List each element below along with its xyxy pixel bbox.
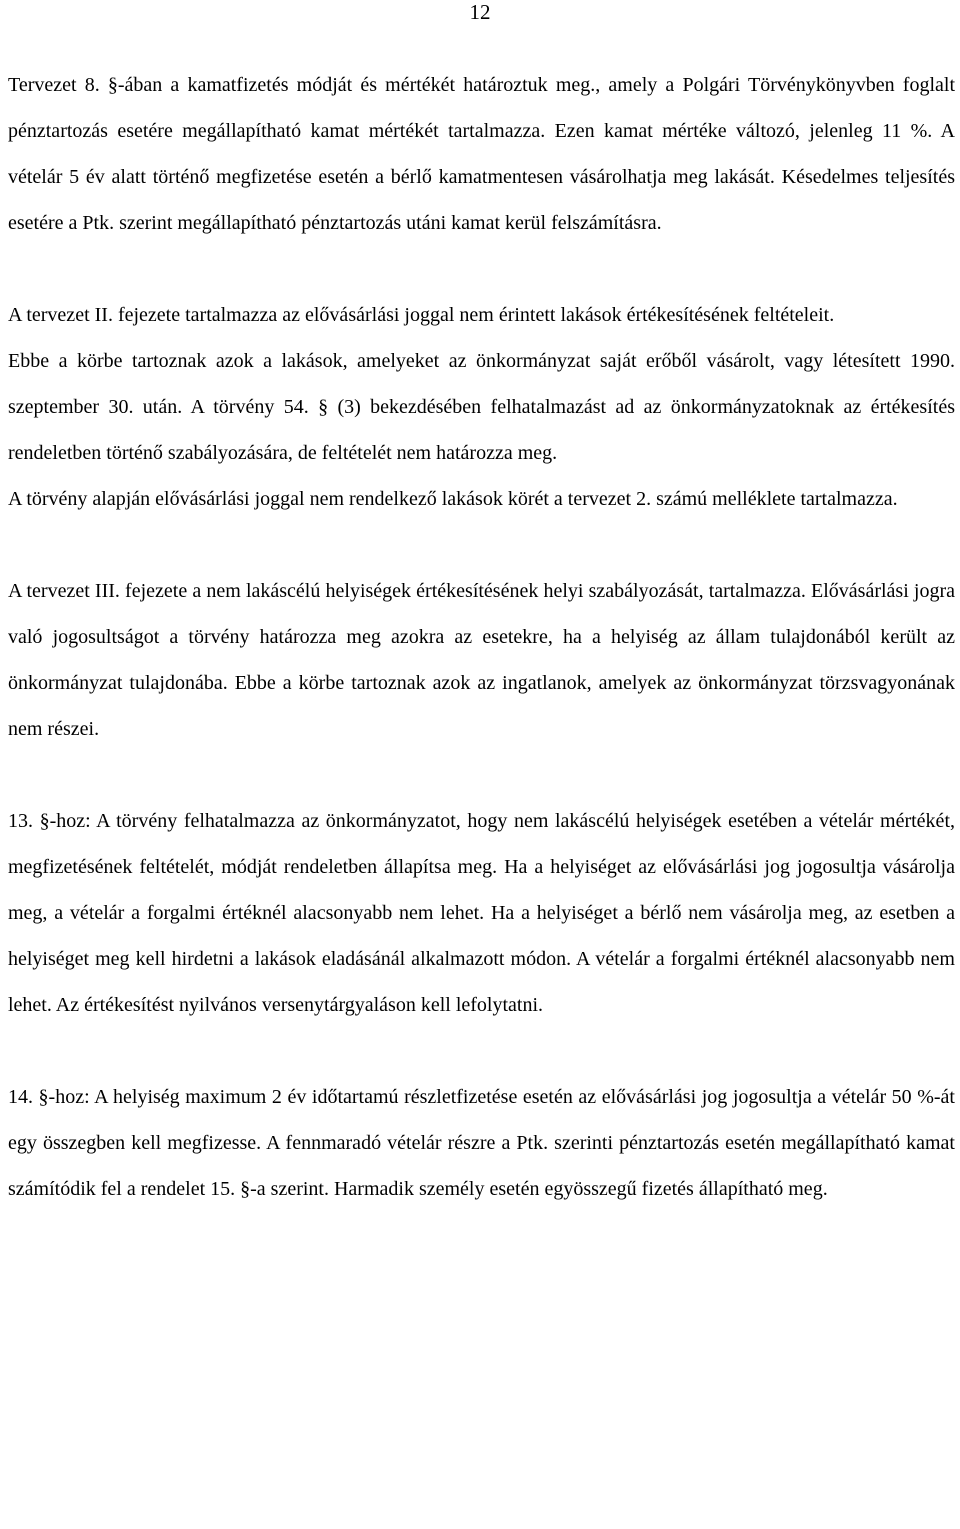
paragraph-gap bbox=[8, 1028, 955, 1074]
paragraph-gap bbox=[8, 752, 955, 798]
paragraph-section-14: 14. §-hoz: A helyiség maximum 2 év időtartamú részletfizetése esetén az elővásárlási jog jogosultja a vételár 50 %-át egy összegben kell megfizesse. A fennmaradó vételár részre a Ptk. szerinti pénztartozás esetén megállapítható kamat számítódik fel a rendelet 15. §-a szerint. Harmadik személy esetén egyösszegű fizetés állapítható meg. bbox=[8, 1086, 955, 1200]
paragraph-annex-two: A törvény alapján elővásárlási joggal nem rendelkező lakások körét a tervezet 2. számú melléklete tartalmazza. bbox=[8, 488, 898, 510]
document-body bbox=[8, 62, 955, 1212]
paragraph-gap bbox=[8, 246, 955, 292]
paragraph-gap bbox=[8, 522, 955, 568]
paragraph-own-funded-flats: Ebbe a körbe tartoznak azok a lakások, amelyeket az önkormányzat saját erőből vásárolt, vagy létesített 1990. szeptember 30. után. A törvény 54. § (3) bekezdésében felhatalmazást ad az önkormányzatoknak az értékesítés rendeletben történő szabályozására, de feltételét nem határozza meg. bbox=[8, 350, 955, 464]
paragraph-section-13: 13. §-hoz: A törvény felhatalmazza az önkormányzatot, hogy nem lakáscélú helyiségek esetében a vételár mértékét, megfizetésének feltételét, módját rendeletben állapítsa meg. Ha a helyiséget az elővásárlási jog jogosultja vásárolja meg, a vételár a forgalmi értéknél alacsonyabb nem lehet. Ha a helyiséget a bérlő nem vásárolja meg, az esetben a helyiséget meg kell hirdetni a lakások eladásánál alkalmazott módon. A vételár a forgalmi értéknél alacsonyabb nem lehet. Az értékesítést nyilvános versenytárgyaláson kell lefolytatni. bbox=[8, 810, 955, 1016]
page-number: 12 bbox=[469, 0, 491, 24]
paragraph-chapter-two: A tervezet II. fejezete tartalmazza az elővásárlási joggal nem érintett lakások értékesítésének feltételeit. bbox=[8, 304, 835, 326]
paragraph-chapter-three: A tervezet III. fejezete a nem lakáscélú helyiségek értékesítésének helyi szabályozását, tartalmazza. Elővásárlási jogra való jogosultságot a törvény határozza meg azokra az esetekre, ha a helyiség az állam tulajdonából került az önkormányzat tulajdonába. Ebbe a körbe tartoznak azok az ingatlanok, amelyek az önkormányzat törzsvagyonának nem részei. bbox=[8, 580, 955, 740]
paragraph-interest-terms: Tervezet 8. §-ában a kamatfizetés módját és mértékét határoztuk meg., amely a Polgári Törvénykönyvben foglalt pénztartozás esetére megállapítható kamat mértékét tartalmazza. Ezen kamat mértéke változó, jelenleg 11 %. A vételár 5 év alatt történő megfizetése esetén a bérlő kamatmentesen vásárolhatja meg lakását. Késedelmes teljesítés esetére a Ptk. szerint megállapítható pénztartozás utáni kamat kerül felszámításra. bbox=[8, 74, 955, 234]
